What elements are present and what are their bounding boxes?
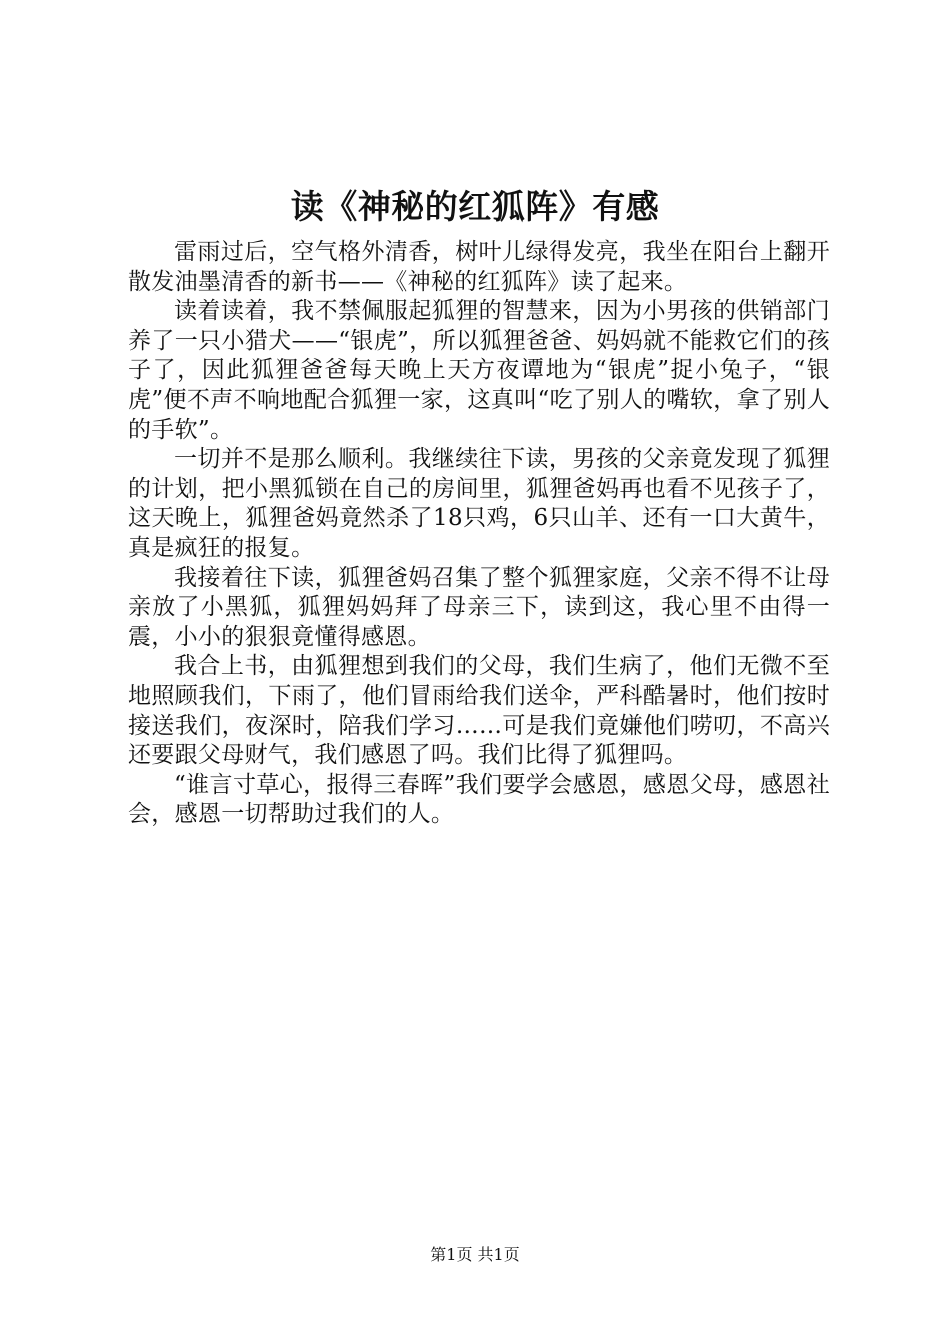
paragraph-1: 雷雨过后，空气格外清香，树叶儿绿得发亮，我坐在阳台上翻开散发油墨清香的新书——《神秘的红狐阵》读了起来。 [128, 239, 830, 295]
page-footer: 第1页 共1页 [430, 1245, 520, 1264]
paragraph-2: 读着读着，我不禁佩服起狐狸的智慧来，因为小男孩的供销部门养了一只小猎犬——“银虎”，所以狐狸爸爸、妈妈就不能救它们的孩子了，因此狐狸爸爸每天晚上天方夜谭地为“银虎”捉小兔子，“银虎”便不声不响地配合狐狸一家，这真叫“吃了别人的嘴软，拿了别人的手软”。 [128, 298, 830, 443]
paragraph-4: 我接着往下读，狐狸爸妈召集了整个狐狸家庭，父亲不得不让母亲放了小黑狐，狐狸妈妈拜了母亲三下，读到这，我心里不由得一震，小小的狠狠竟懂得感恩。 [128, 564, 830, 650]
paragraph-6: “谁言寸草心，报得三春晖”我们要学会感恩，感恩父母，感恩社会，感恩一切帮助过我们的人。 [128, 771, 830, 828]
paragraph-5: 我合上书，由狐狸想到我们的父母，我们生病了，他们无微不至地照顾我们，下雨了，他们冒雨给我们送伞，严科酷暑时，他们按时接送我们，夜深时，陪我们学习……可是我们竟嫌他们唠叨，不高兴还要跟父母财气，我们感恩了吗。我们比得了狐狸吗。 [128, 653, 830, 769]
document-title: 读《神秘的红狐阵》有感 [290, 187, 660, 226]
paragraph-3: 一切并不是那么顺利。我继续往下读，男孩的父亲竟发现了狐狸的计划，把小黑狐锁在自己的房间里，狐狸爸妈再也看不见孩子了，这天晚上，狐狸爸妈竟然杀了18只鸡，6只山羊、还有一口大黄牛，真是疯狂的报复。 [128, 446, 830, 561]
document-body [128, 238, 830, 830]
